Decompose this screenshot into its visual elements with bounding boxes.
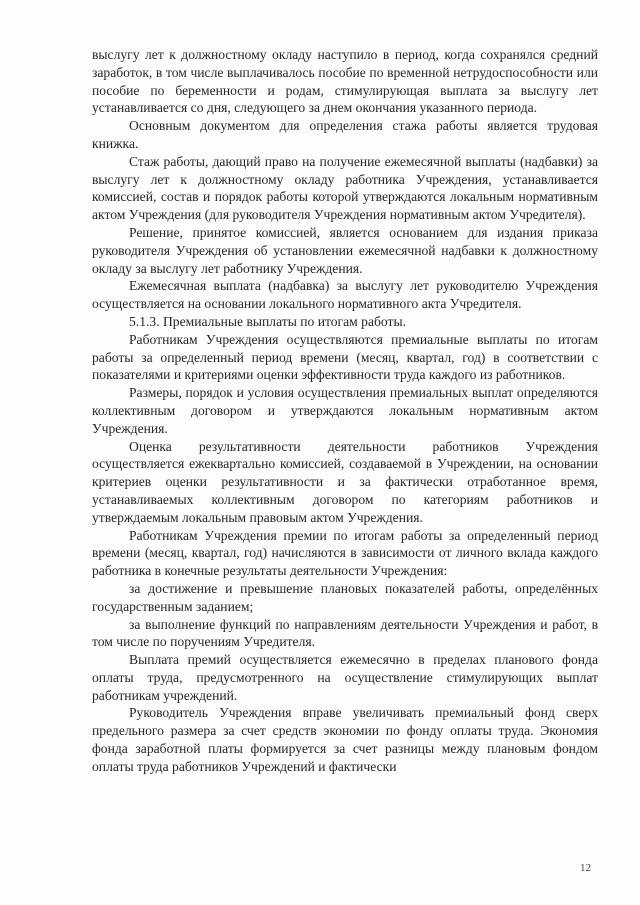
paragraph: Работникам Учреждения премии по итогам работы за определенный период времени (месяц, квартал, год) начисляются в зависимости от личного вклада каждого работника в конечные результаты деятельности Учреждения: [92, 527, 598, 579]
paragraph: Решение, принятое комиссией, является основанием для издания приказа руководителя Учреждения об установлении ежемесячной надбавки к должностному окладу за выслугу лет работнику Учреждения. [92, 224, 598, 276]
paragraph: Размеры, порядок и условия осуществления премиальных выплат определяются коллективным договором и утверждаются локальным нормативным актом Учреждения. [92, 385, 598, 436]
paragraph: Стаж работы, дающий право на получение ежемесячной выплаты (надбавки) за выслугу лет к должностному окладу работника Учреждения, устанавливается комиссией, состав и порядок работы которой утверждаются локальным нормативным актом Учреждения (для руководителя Учреждения нормативным актом Учредителя). [92, 153, 598, 223]
page-number: 12 [580, 862, 591, 874]
paragraph: выслугу лет к должностному окладу наступило в период, когда сохранялся средний заработок, в том числе выплачивалось пособие по временной нетрудоспособности или пособие по беременности и родам, стимулирующая выплата за выслугу лет устанавливается со дня, следующего за днем окончания указанного периода. [92, 47, 598, 116]
document-body [92, 46, 598, 776]
list-item: за достижение и превышение плановых показателей работы, определённых государственным заданием; [92, 580, 598, 614]
paragraph: Работникам Учреждения осуществляются премиальные выплаты по итогам работы за определенный период времени (месяц, квартал, год) в соответствии с показателями и критериями оценки эффективности труда каждого из работников. [92, 331, 598, 383]
section-heading: 5.1.3. Премиальные выплаты по итогам работы. [129, 313, 406, 329]
list-item: за выполнение функций по направлениям деятельности Учреждения и работ, в том числе по поручениям Учредителя. [92, 616, 598, 650]
paragraph: Ежемесячная выплата (надбавка) за выслугу лет руководителю Учреждения осуществляется на основании локального нормативного акта Учредителя. [92, 278, 598, 312]
paragraph: Руководитель Учреждения вправе увеличивать премиальный фонд сверх предельного размера за счет средств экономии по фонду оплаты труда. Экономия фонда заработной платы формируется за счет разницы между плановым фондом оплаты труда работников Учреждений и фактически [92, 705, 598, 774]
paragraph: Выплата премий осуществляется ежемесячно в пределах планового фонда оплаты труда, предусмотренного на осуществление стимулирующих выплат работникам учреждений. [92, 652, 598, 703]
paragraph: Оценка результативности деятельности работников Учреждения осуществляется ежеквартально комиссией, создаваемой в Учреждении, на основании критериев оценки результативности и за фактически отработанное время, устанавливаемых коллективным договором по категориям работников и утверждаемым локальным правовым актом Учреждения. [92, 438, 598, 525]
paragraph: Основным документом для определения стажа работы является трудовая книжка. [92, 118, 598, 151]
